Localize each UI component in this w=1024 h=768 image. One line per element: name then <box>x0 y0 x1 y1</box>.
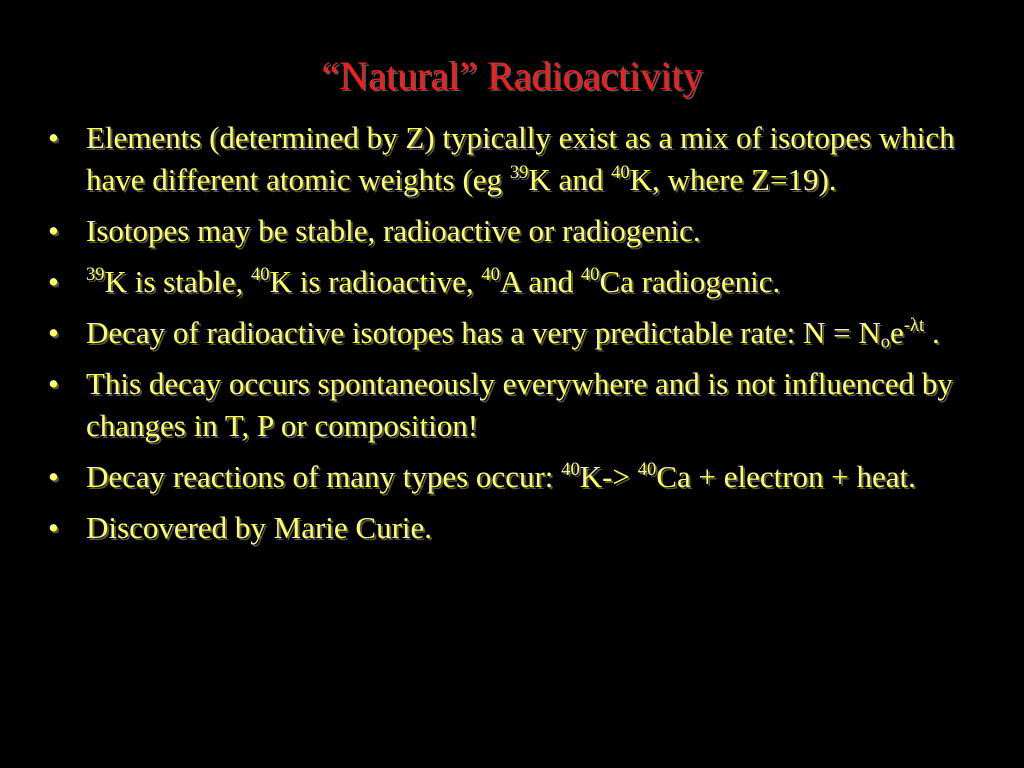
bullet-text: Ca radiogenic. <box>599 264 781 299</box>
bullet-dot: • <box>48 264 59 299</box>
bullet-dot: • <box>48 459 59 494</box>
bullet-text: K-> <box>579 459 638 494</box>
mass-number: 40 <box>561 458 580 480</box>
bullet-text: Elements (determined by Z) typically exist as a mix of isotopes which have different atomic weights (eg <box>86 120 955 197</box>
bullet-text: K is stable, <box>104 264 251 299</box>
bullet-text: Decay reactions of many types occur: <box>86 459 562 494</box>
bullet-list <box>48 117 998 558</box>
bullet-text: A and <box>499 264 581 299</box>
slide-title: “Natural” Radioactivity <box>321 53 703 98</box>
bullet-text: e <box>890 315 904 350</box>
formula-subscript: o <box>880 331 891 353</box>
bullet-text: . <box>924 315 940 350</box>
bullet-isotope-types <box>48 210 998 252</box>
mass-number: 40 <box>637 458 657 480</box>
bullet-dot: • <box>48 315 59 350</box>
mass-number: 40 <box>580 263 600 285</box>
bullet-dot: • <box>48 510 59 545</box>
bullet-text: K, where Z=19). <box>629 162 837 197</box>
bullet-dot: • <box>48 213 59 248</box>
bullet-decay-reactions <box>48 456 998 498</box>
mass-number: 40 <box>611 161 630 183</box>
bullet-text: Decay of radioactive isotopes has a very predictable rate: N = N <box>86 315 881 350</box>
bullet-text: Discovered by Marie Curie. <box>86 510 433 545</box>
bullet-text: K is radioactive, <box>269 264 482 299</box>
bullet-decay-rate <box>48 312 998 354</box>
bullet-elements-isotopes <box>48 117 998 201</box>
mass-number: 39 <box>509 161 529 183</box>
bullet-discovery <box>48 507 998 549</box>
formula-exponent: -λt <box>903 314 925 336</box>
mass-number: 40 <box>250 263 270 285</box>
bullet-text: K and <box>528 162 612 197</box>
bullet-text: This decay occurs spontaneously everywhere and is not influenced by changes in T, P or composition! <box>86 366 953 443</box>
mass-number: 40 <box>481 263 500 285</box>
bullet-text: Ca + electron + heat. <box>656 459 916 494</box>
mass-number: 39 <box>86 263 105 285</box>
bullet-text: Isotopes may be stable, radioactive or radiogenic. <box>86 213 701 248</box>
bullet-potassium-example <box>48 261 998 303</box>
bullet-spontaneous-decay <box>48 363 998 447</box>
bullet-dot: • <box>48 366 59 401</box>
bullet-dot: • <box>48 120 59 155</box>
